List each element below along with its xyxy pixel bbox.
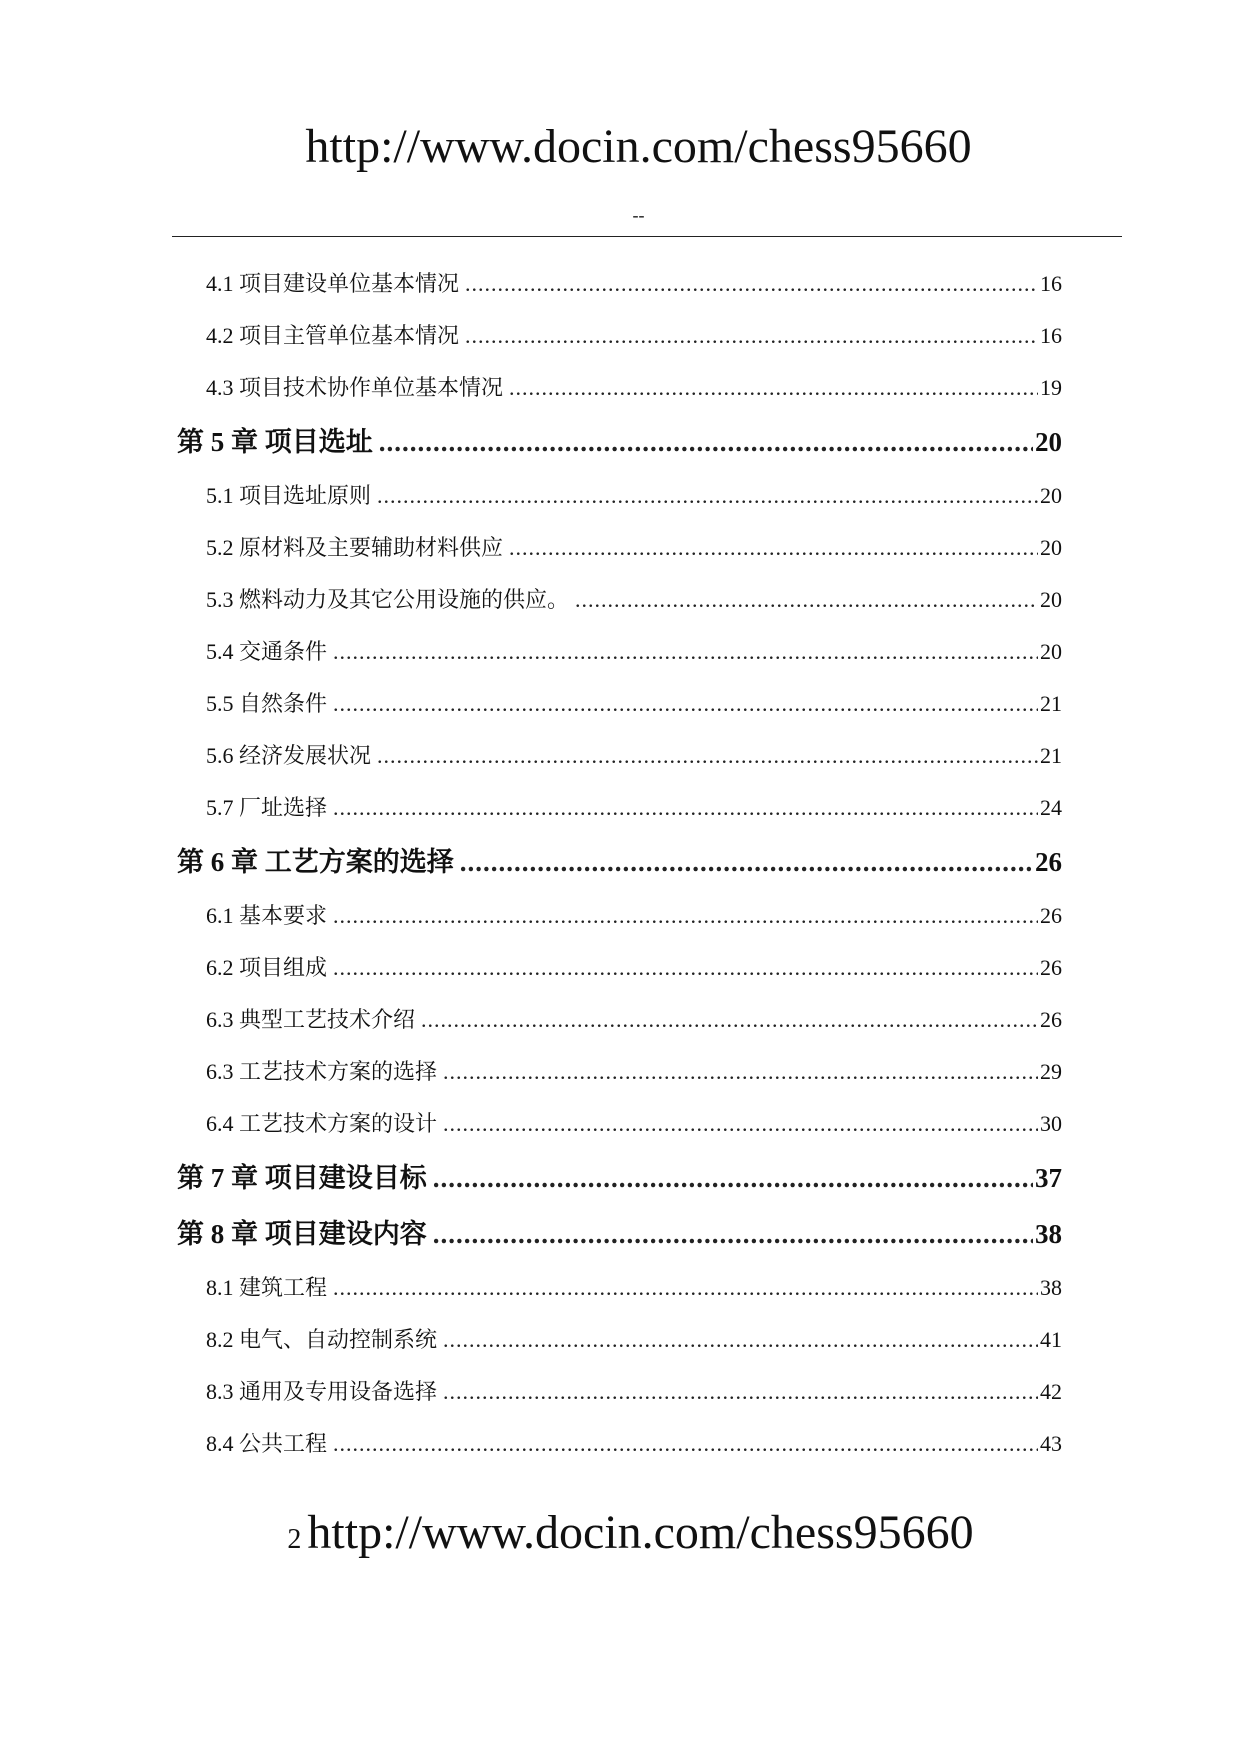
toc-entry-label: 8.1 建筑工程 [206,1275,328,1300]
header-url: http://www.docin.com/chess95660 [305,120,972,173]
toc-entry-5-1[interactable] [206,470,1062,522]
toc-page-number: 26 [1040,1007,1062,1032]
toc-dot-leader [575,574,1038,626]
header-divider [172,236,1122,237]
toc-page-number: 38 [1035,1219,1062,1249]
toc-entry-5-5[interactable] [206,678,1062,730]
toc-entry-5-6[interactable] [206,730,1062,782]
toc-entry-label: 5.3 燃料动力及其它公用设施的供应。 [206,587,570,612]
toc-entry-label: 8.4 公共工程 [206,1431,328,1456]
toc-entry-label: 6.3 工艺技术方案的选择 [206,1059,438,1084]
toc-dot-leader [443,1314,1038,1366]
toc-page-number: 41 [1040,1327,1062,1352]
toc-dot-leader [460,834,1033,890]
toc-entry-label: 5.4 交通条件 [206,639,328,664]
toc-entry-8-1[interactable] [206,1262,1062,1314]
toc-chapter-label: 第 8 章 项目建设内容 [177,1219,427,1249]
toc-dot-leader [433,1206,1033,1262]
toc-entry-4-2[interactable] [206,310,1062,362]
toc-chapter-8[interactable] [177,1206,1062,1262]
toc-page-number: 21 [1040,691,1062,716]
toc-page-number: 38 [1040,1275,1062,1300]
toc-chapter-7[interactable] [177,1150,1062,1206]
toc-dot-leader [509,362,1038,414]
toc-chapter-5[interactable] [177,414,1062,470]
toc-entry-label: 4.2 项目主管单位基本情况 [206,323,460,348]
toc-dot-leader [333,782,1038,834]
toc-dot-leader [333,626,1038,678]
toc-page-number: 43 [1040,1431,1062,1456]
toc-dot-leader [465,310,1038,362]
toc-entry-label: 5.7 厂址选择 [206,795,328,820]
toc-entry-label: 5.1 项目选址原则 [206,483,372,508]
toc-page-number: 42 [1040,1379,1062,1404]
toc-entry-label: 8.2 电气、自动控制系统 [206,1327,438,1352]
toc-entry-8-4[interactable] [206,1418,1062,1470]
toc-chapter-label: 第 6 章 工艺方案的选择 [177,847,454,877]
toc-entry-label: 5.6 经济发展状况 [206,743,372,768]
toc-entry-6-1[interactable] [206,890,1062,942]
toc-page-number: 24 [1040,795,1062,820]
toc-entry-label: 5.5 自然条件 [206,691,328,716]
toc-page-number: 26 [1035,847,1062,877]
toc-dot-leader [333,890,1038,942]
toc-dot-leader [333,678,1038,730]
toc-page-number: 19 [1040,375,1062,400]
toc-entry-label: 4.3 项目技术协作单位基本情况 [206,375,504,400]
toc-chapter-label: 第 7 章 项目建设目标 [177,1163,427,1193]
toc-entry-label: 6.1 基本要求 [206,903,328,928]
toc-entry-label: 6.3 典型工艺技术介绍 [206,1007,416,1032]
toc-entry-6-4[interactable] [206,1098,1062,1150]
header-mark: -- [632,205,645,225]
toc-entry-8-2[interactable] [206,1314,1062,1366]
toc-dot-leader [377,470,1038,522]
toc-page-number: 30 [1040,1111,1062,1136]
toc-entry-5-2[interactable] [206,522,1062,574]
toc-entry-label: 8.3 通用及专用设备选择 [206,1379,438,1404]
toc-dot-leader [333,942,1038,994]
footer-page-number: 2 [287,1524,302,1555]
toc-dot-leader [333,1262,1038,1314]
toc-dot-leader [443,1046,1038,1098]
page-footer [0,1498,1241,1568]
toc-page-number: 20 [1040,483,1062,508]
toc-page-number: 20 [1040,587,1062,612]
toc-page-number: 20 [1040,535,1062,560]
toc-page-number: 26 [1040,955,1062,980]
toc-page-number: 29 [1040,1059,1062,1084]
toc-entry-label: 6.4 工艺技术方案的设计 [206,1111,438,1136]
toc-entry-5-7[interactable] [206,782,1062,834]
toc-chapter-6[interactable] [177,834,1062,890]
toc-dot-leader [443,1366,1038,1418]
toc-dot-leader [333,1418,1038,1470]
toc-page-number: 37 [1035,1163,1062,1193]
toc-page-number: 20 [1035,427,1062,457]
toc-dot-leader [433,1150,1033,1206]
toc-entry-8-3[interactable] [206,1366,1062,1418]
toc-dot-leader [421,994,1038,1046]
toc-entry-label: 6.2 项目组成 [206,955,328,980]
toc-dot-leader [509,522,1038,574]
toc-chapter-label: 第 5 章 项目选址 [177,427,373,457]
toc-entry-label: 4.1 项目建设单位基本情况 [206,271,460,296]
toc-page-number: 16 [1040,323,1062,348]
toc-page-number: 21 [1040,743,1062,768]
footer-url: http://www.docin.com/chess95660 [307,1506,974,1559]
toc-dot-leader [443,1098,1038,1150]
toc-entry-label: 5.2 原材料及主要辅助材料供应 [206,535,504,560]
toc-entry-6-2[interactable] [206,942,1062,994]
toc-dot-leader [377,730,1038,782]
toc-entry-5-4[interactable] [206,626,1062,678]
toc-entry-6-3a[interactable] [206,994,1062,1046]
toc-page-number: 16 [1040,271,1062,296]
toc-entry-5-3[interactable] [206,574,1062,626]
toc-dot-leader [465,258,1038,310]
toc-entry-4-3[interactable] [206,362,1062,414]
toc-page-number: 26 [1040,903,1062,928]
toc-dot-leader [379,414,1033,470]
toc-entry-6-3b[interactable] [206,1046,1062,1098]
toc-entry-4-1[interactable] [206,258,1062,310]
toc-page-number: 20 [1040,639,1062,664]
